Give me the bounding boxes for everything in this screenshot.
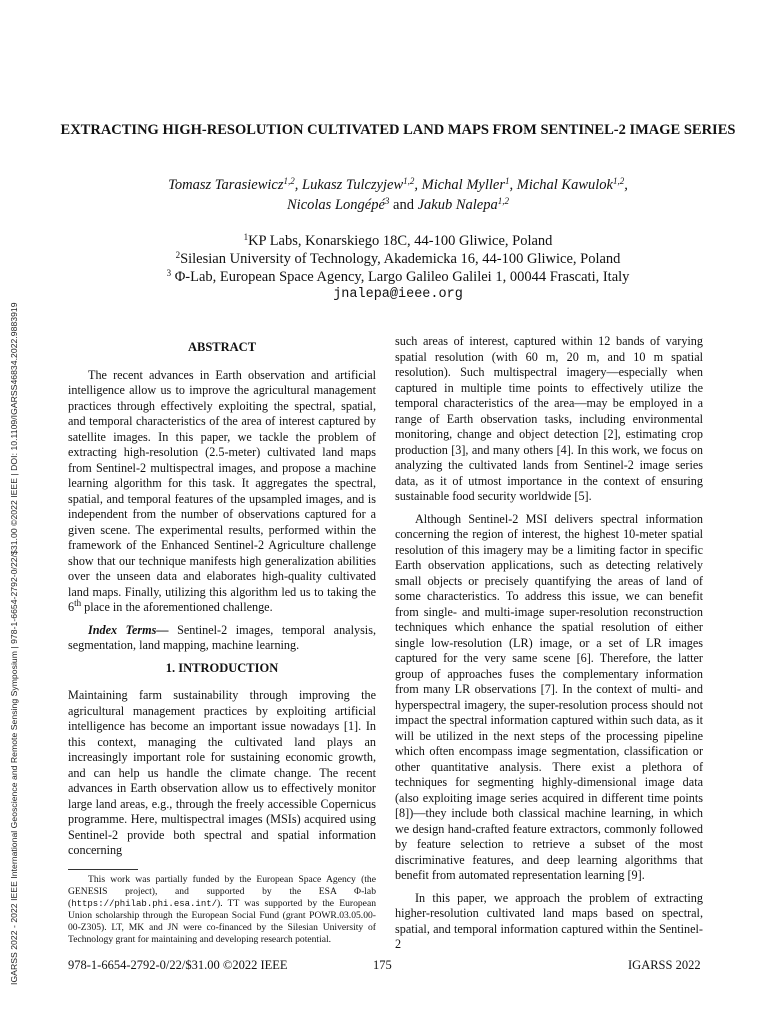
affiliations xyxy=(60,232,736,304)
affil-sup: 2 xyxy=(175,250,181,260)
affil-sup: 1 xyxy=(243,232,249,242)
affiliation-3: Φ-Lab, European Space Agency, Largo Galileo Galilei 1, 00044 Frascati, Italy xyxy=(171,269,630,285)
index-terms-label: Index Terms— xyxy=(88,622,169,637)
page-number: 175 xyxy=(373,958,392,972)
author-sup: 1,2 xyxy=(497,196,509,206)
intro-paragraph: Maintaining farm sustainability through improving the agricultural management practices by exploiting artificial intelligence has become an important issue nowadays [1]. In this context, managing the cultivated land plays an increasingly important role for sustaining economic growth, and can help us handle the climate change. The recent advances in Earth observation allow us to effectively monitor large land areas, e.g., through the freely accessible Copernicus programme. Here, multispectral images (MSIs) acquired using Sentinel-2 provide both spectral and spatial information concerning xyxy=(68,688,376,857)
author-sup: 1,2 xyxy=(613,176,625,186)
right-column xyxy=(395,334,703,960)
left-column xyxy=(68,336,376,946)
author-sup: 1,2 xyxy=(283,176,295,186)
author-sup: 1 xyxy=(504,176,510,186)
doi-side-note: IGARSS 2022 - 2022 IEEE International Geoscience and Remote Sensing Symposium | 978-1-6654-2792-0/22/$31.00 ©2022 IEEE | DOI: 10.1109/IGARSS46834.2022.9883919 xyxy=(9,302,19,985)
philab-link[interactable]: https://philab.phi.esa.int/ xyxy=(71,898,218,909)
abstract-heading: ABSTRACT xyxy=(187,340,257,354)
body-paragraph: In this paper, we approach the problem of extracting higher-resolution cultivated land maps based on spectral, spatial, and temporal information captured within the Sentinel-2 xyxy=(395,890,703,951)
body-paragraph: such areas of interest, captured within 12 bands of varying spatial resolution (with 60 m, 20 m, and 10 m spatial resolution). Such multispectral imagery—especially when captured in multiple time points to effectively utilize the temporal characteristics of the area—may be employed in a range of Earth observation tasks, including environmental monitoring, change and object detection [2], estimating crop production [3], and many others [4]. In this work, we focus on analyzing the cultivated lands from Sentinel-2 image series data, as it of utmost importance in the context of ensuring sustainable food security worldwide [5]. xyxy=(395,334,703,503)
abstract-text: The recent advances in Earth observation and artificial intelligence allow us to improve the agricultural management practices through effectively exploiting the spectral, spatial, and temporal characteristics of the area of interest captured by satellite images. In this paper, we tackle the problem of extracting high-resolution (2.5-meter) cultivated land maps from Sentinel-2 multispectral images, and propose a machine learning algorithm for this task. It aggregates the spectral, spatial, and temporal features of the upsampled images, and is independent from the number of observations captured for a given scene. The experimental results, performed within the framework of the Enhanced Sentinel-2 Agriculture challenge show that our technique manifests high generalization abilities over the unseen data and elaborates high-quality cultivated land maps. Finally, utilizing this algorithm led us to taking the 6th place in the aforementioned challenge. xyxy=(68,367,376,614)
author-name: Tomasz Tarasiewicz xyxy=(168,177,284,193)
author-name: Jakub Nalepa xyxy=(417,197,498,213)
affil-sup: 3 xyxy=(166,268,172,278)
footer-isbn: 978-1-6654-2792-0/22/$31.00 ©2022 IEEE xyxy=(68,958,288,972)
author-list: Tomasz Tarasiewicz$^{1,2}$, Lukasz Tulczyjew$^{1,2}$, Michal Myller$^1$, Michal Kawulok$^{1,2}$, Nicolas Longépé$^3$ and Jakub Nalepa$^{1,2}$ xyxy=(168,176,628,213)
affiliation-2: Silesian University of Technology, Akademicka 16, 44-100 Gliwice, Poland xyxy=(180,251,621,267)
funding-footnote: This work was partially funded by the European Space Agency (the GENESIS project), and supported by the ESA Φ-lab (https://philab.phi.esa.int/). TT was supported by the European Union scholarship through the European Social Fund (grant POWR.03.05.00-00-Z305). LT, MK and JN were co-financed by the Silesian University of Technology grant for maintaining and developing research potential. xyxy=(68,873,376,945)
author-sup: 3 xyxy=(384,196,390,206)
author-name: Nicolas Longépé xyxy=(287,197,385,213)
author-name: Michal Myller xyxy=(421,177,505,193)
contact-email[interactable]: jnalepa@ieee.org xyxy=(333,287,463,302)
affiliation-1: KP Labs, Konarskiego 18C, 44-100 Gliwice, Poland xyxy=(248,233,553,249)
author-and: and xyxy=(393,197,414,213)
paper-title: EXTRACTING HIGH-RESOLUTION CULTIVATED LAND MAPS FROM SENTINEL-2 IMAGE SERIES xyxy=(60,122,736,138)
author-sup: 1,2 xyxy=(403,176,415,186)
body-paragraph: Although Sentinel-2 MSI delivers spectral information concerning the region of interest, the highest 10-meter spatial resolution of this imagery may be a limiting factor in specific Earth observation applications, such as detecting relatively small objects or precisely quantifying the areas of land of some characteristics. To address this issue, we can benefit from single- and multi-image super-resolution reconstruction techniques which enhance the spatial resolution of either single low-resolution (LR) image, or a set of LR images captured for the very same scene [6]. Therefore, the latter group of approaches fuses the complementary information from many LR observations [7]. In the context of multi- and hyperspectral imagery, the super-resolution process should not impact the spectral information captured within such data, as it will be utilized in the next steps of the processing pipeline which often encompass image segmentation, classification or other quantitative analysis. There exist a plethora of techniques for segmenting highly-dimensional image data (also exploiting image series acquired in different time points [8])—they include both classical machine learning, in which we design hand-crafted feature extractors, commonly followed by feature selection to retrieve a subset of the most discriminative features, and deep learning algorithms that benefit from automated representation learning [9]. xyxy=(395,511,703,882)
author-name: Michal Kawulok xyxy=(516,177,613,193)
footnote-divider xyxy=(68,869,138,870)
index-terms: Index Terms— Sentinel-2 images, temporal analysis, segmentation, land mapping, machine learning. xyxy=(68,622,376,652)
introduction-heading: 1. INTRODUCTION xyxy=(165,660,279,675)
footer-conference: IGARSS 2022 xyxy=(628,958,701,972)
author-name: Lukasz Tulczyjew xyxy=(302,177,404,193)
